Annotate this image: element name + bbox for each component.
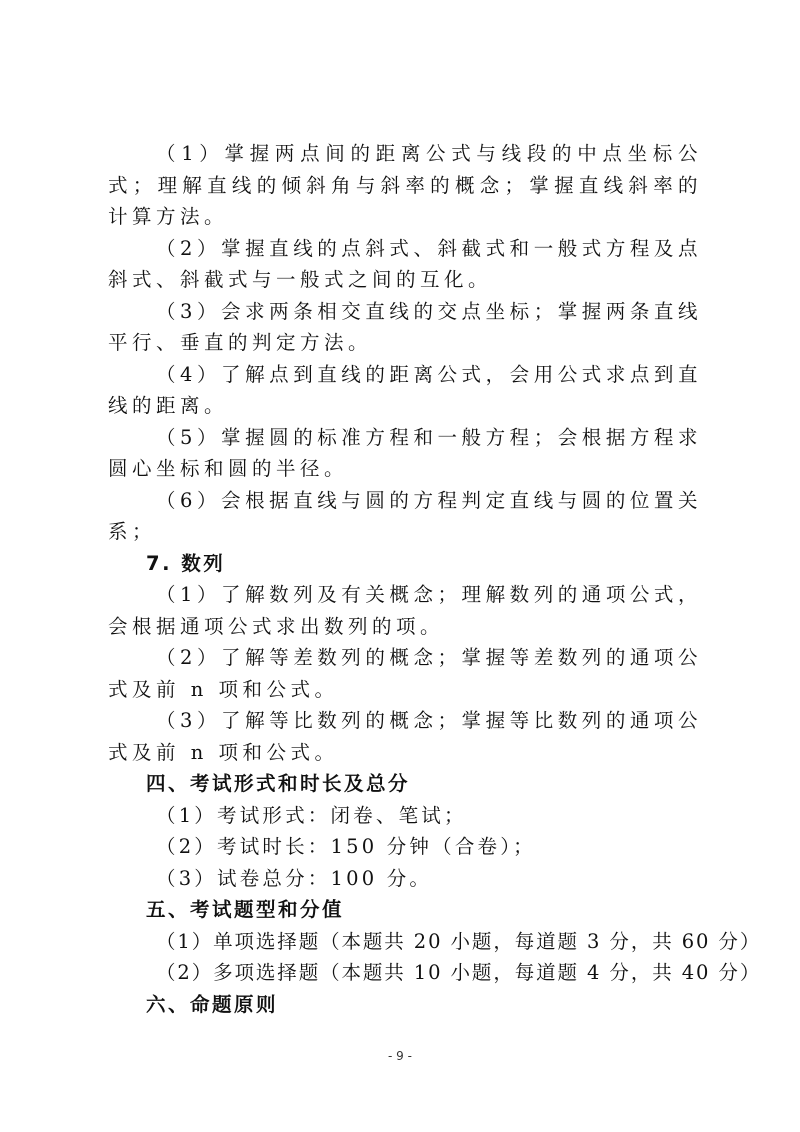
paragraph-line-equations: （2）掌握直线的点斜式、斜截式和一般式方程及点斜式、斜截式与一般式之间的互化。 xyxy=(108,236,702,291)
section-heading-principles: 六、命题原则 xyxy=(146,992,279,1016)
section-heading-question-types: 五、考试题型和分值 xyxy=(146,898,345,921)
page-number: - 9 - xyxy=(388,1049,412,1063)
single-choice-item: （1）单项选择题（本题共 20 小题，每道题 3 分，共 60 分） xyxy=(156,929,762,953)
multiple-choice-item: （2）多项选择题（本题共 10 小题，每道题 4 分，共 40 分） xyxy=(156,961,762,984)
paragraph-circle-equation: （5）掌握圆的标准方程和一般方程；会根据方程求圆心坐标和圆的半径。 xyxy=(108,425,702,480)
paragraph-line-distance: （1）掌握两点间的距离公式与线段的中点坐标公式；理解直线的倾斜角与斜率的概念；掌握直线斜率的计算方法。 xyxy=(108,142,702,228)
paragraph-sequence-concept: （1）了解数列及有关概念；理解数列的通项公式，会根据通项公式求出数列的项。 xyxy=(108,583,702,638)
paragraph-intersection: （3）会求两条相交直线的交点坐标；掌握两条直线平行、垂直的判定方法。 xyxy=(108,299,702,354)
paragraph-geometric-sequence: （3）了解等比数列的概念；掌握等比数列的通项公式及前 n 项和公式。 xyxy=(108,709,702,764)
paragraph-arithmetic-sequence: （2）了解等差数列的概念；掌握等差数列的通项公式及前 n 项和公式。 xyxy=(108,646,702,701)
document-body xyxy=(108,138,762,1020)
exam-total-score-item: （3）试卷总分：100 分。 xyxy=(156,866,433,890)
exam-format-item: （1）考试形式：闭卷、笔试； xyxy=(156,803,467,827)
paragraph-line-circle-position: （6）会根据直线与圆的方程判定直线与圆的位置关系； xyxy=(108,488,702,543)
exam-duration-item: （2）考试时长：150 分钟（合卷）； xyxy=(156,835,536,858)
section-heading-sequences: 7. 数列 xyxy=(146,551,226,575)
section-heading-exam-format: 四、考试形式和时长及总分 xyxy=(146,772,411,795)
paragraph-point-line-distance: （4）了解点到直线的距离公式，会用公式求点到直线的距离。 xyxy=(108,362,702,417)
